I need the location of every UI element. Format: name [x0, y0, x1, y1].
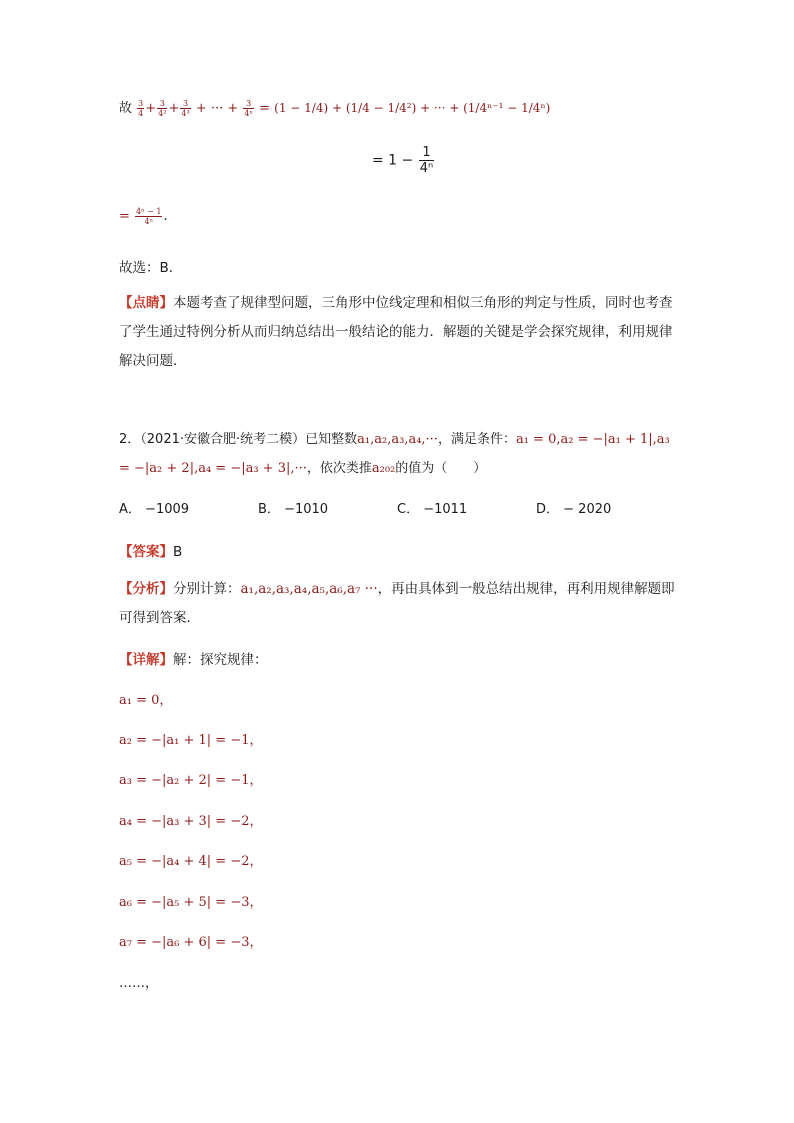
option-a-value: −1009	[145, 502, 190, 517]
option-a-label: A．	[119, 502, 141, 517]
option-d	[536, 498, 611, 517]
eq1-equals: =	[259, 101, 270, 116]
option-c-label: C．	[397, 502, 420, 517]
answer-line	[119, 540, 182, 560]
eq1-ellipsis: + ··· +	[195, 101, 239, 116]
question-2	[119, 425, 689, 483]
answer-value: B	[173, 544, 183, 560]
question-text-a: 已知整数	[305, 432, 358, 447]
analysis-text-a: 分别计算：	[173, 581, 241, 597]
comment-tag: 【点睛】	[119, 295, 173, 311]
question-source: （2021·安徽合肥·统考二模）	[140, 432, 306, 447]
eq2-fraction: $\frac{1}{\text{4ⁿ}}$	[419, 145, 434, 176]
answer-choice-line: 故选：B．	[119, 260, 183, 276]
analysis-tag: 【分析】	[119, 581, 173, 597]
eq1-term-3: $\frac{3}{\text{4³}}$	[181, 99, 190, 118]
option-d-value: − 2020	[563, 502, 612, 517]
eq1-rhs: (1 − 1/4) + (1/4 − 1/4²) + ··· + (1/4ⁿ⁻¹ − 1/4ⁿ)	[274, 101, 551, 115]
step-a1: a₁ = 0，	[119, 693, 173, 708]
eq1-prefix: 故	[119, 101, 133, 116]
option-b	[258, 498, 328, 517]
question-text-d: 的值为（ ）	[395, 461, 487, 476]
eq1-term-2: $\frac{3}{\text{4²}}$	[158, 99, 167, 118]
detail-text: 解：探究规律：	[173, 652, 268, 668]
analysis-text-b: ，再由具体到一般总结出规律，再利用规律解题即可得到答案．	[119, 581, 675, 626]
step-a5: a₅ = −|a₄ + 4| = −2，	[119, 854, 263, 869]
option-b-label: B．	[258, 502, 280, 517]
step-a3: a₃ = −|a₂ + 2| = −1，	[119, 773, 263, 788]
eq3-tail: .	[163, 209, 168, 224]
detail-tag: 【详解】	[119, 652, 173, 668]
equation-line-2	[372, 145, 435, 176]
step-a2: a₂ = −|a₁ + 1| = −1，	[119, 733, 263, 748]
question-seq: a₁,a₂,a₃,a₄,···	[357, 432, 438, 447]
comment-paragraph	[119, 289, 679, 376]
option-b-value: −1010	[284, 502, 329, 517]
answer-tag: 【答案】	[119, 544, 173, 560]
question-number: 2．	[119, 432, 141, 447]
equation-sum-line: 故 $\frac{3}{4}$ + $\frac{3}{\text{4²}}$ + $\frac{3}{\text{4³}}$ + ··· + $\frac{3}{\text{4ⁿ}}$ = (1 − 1/4) + (1/4 − 1/4²) + ··· + (1/4ⁿ⁻¹ − 1/4ⁿ)	[119, 99, 551, 118]
option-a	[119, 498, 189, 517]
eq2-lead: = 1 −	[372, 152, 414, 169]
step-a7: a₇ = −|a₆ + 6| = −3，	[119, 935, 263, 950]
eq1-term-1: $\frac{3}{4}$	[138, 99, 144, 118]
question-text-c: ，依次类推	[306, 461, 372, 476]
equation-line-3	[119, 207, 168, 226]
comment-text: 本题考查了规律型问题，三角形中位线定理和相似三角形的判定与性质，同时也考查了学生通过特例分析从而归纳总结出一般结论的能力．解题的关键是学会探究规律，利用规律解决问题．	[119, 295, 673, 369]
analysis-seq: a₁,a₂,a₃,a₄,a₅,a₆,a₇ ···	[240, 581, 378, 597]
step-a6: a₆ = −|a₅ + 5| = −3，	[119, 895, 263, 910]
question-text-b: ，满足条件：	[437, 432, 516, 447]
option-c-value: −1011	[423, 502, 468, 517]
option-d-label: D．	[536, 502, 560, 517]
eq1-last-term: $\frac{3}{\text{4ⁿ}}$	[244, 99, 253, 118]
step-ellipsis: ……，	[119, 976, 159, 991]
step-a4: a₄ = −|a₃ + 3| = −2，	[119, 814, 263, 829]
eq3-lead: =	[119, 209, 130, 224]
eq3-fraction: $\frac{\text{4ⁿ − 1}}{\text{4ⁿ}}$	[136, 207, 162, 226]
detail-line	[119, 648, 268, 668]
analysis-paragraph	[119, 575, 679, 633]
question-cond-2: = −|a₂ + 2|,a₄ = −|a₃ + 3|,···	[119, 461, 307, 476]
question-cond-1: a₁ = 0,a₂ = −|a₁ + 1|,a₃	[515, 432, 670, 447]
question-target: a₂₀₂	[371, 461, 396, 476]
option-c	[397, 498, 467, 517]
